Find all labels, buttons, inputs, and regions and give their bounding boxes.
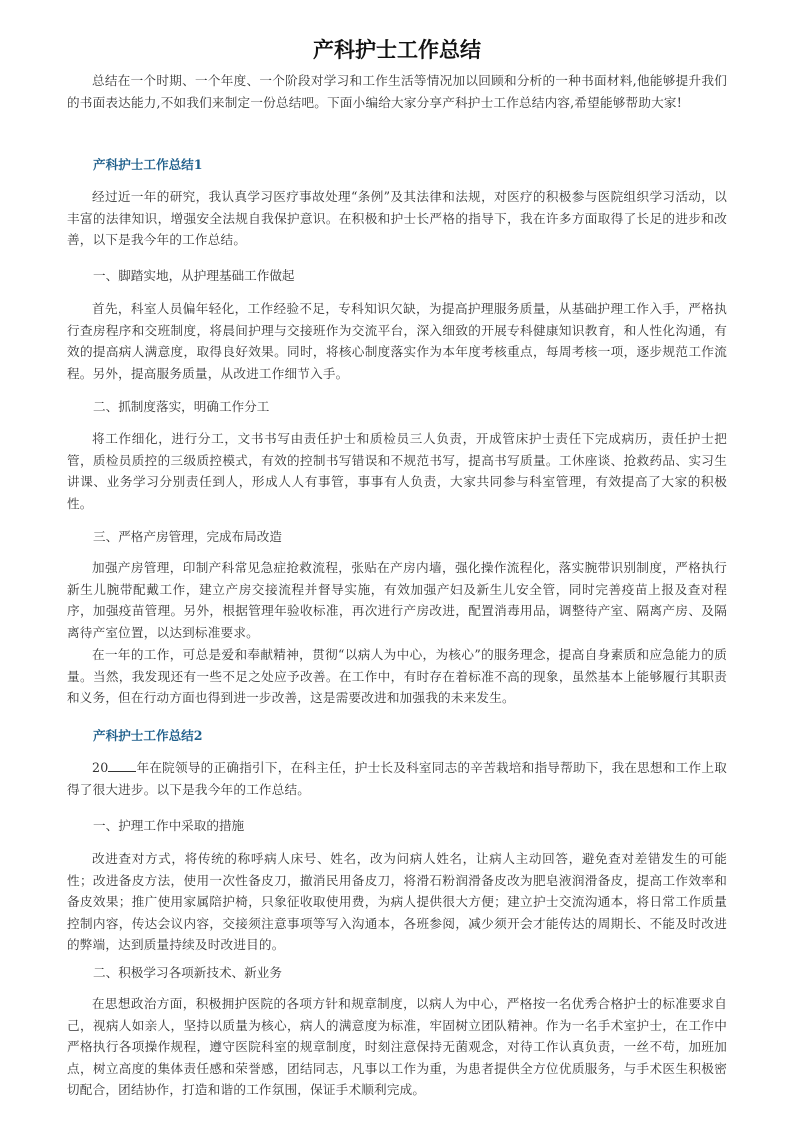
section2-paragraph-3: 在思想政治方面，积极拥护医院的各项方针和规章制度，以病人为中心，严格按一名优秀合格护士的标准要求自己，视病人如亲人，坚持以质量为核心，病人的满意度为标准，牢固树立团队精神。作为一名手术室护士，在工作中严格执行各项操作规程，遵守医院科室的规章制度，时刻注意保持无菌观念，对待工作认真负责，一丝不苟，加班加点，树立高度的集体责任感和荣誉感，团结同志，凡事以工作为重，为患者提供全方位优质服务，与手术医生积极密切配合，团结协作，打造和谐的工作氛围，保证手术顺利完成。 [67, 996, 727, 1097]
section1-paragraph-5: 在一年的工作，可总是爱和奉献精神，贯彻“以病人为中心，为核心”的服务理念，提高自身素质和应急能力的质量。当然，我发现还有一些不足之处应予改善。在工作中，有时存在着标准不高的现象，虽然基本上能够履行其职责和义务，但在行动方面也得到进一步改善，这是需要改进和加强我的未来发生。 [67, 647, 727, 705]
section1-subheading-3: 三、严格产房管理，完成布局改造 [93, 529, 282, 544]
section2-paragraph-1 [67, 757, 727, 800]
section1-paragraph-1: 经过近一年的研究，我认真学习医疗事故处理“条例”及其法律和法规，对医疗的积极参与医院组织学习活动，以丰富的法律知识，增强安全法规自我保护意识。在积极和护士长严格的指导下，我在许多方面取得了长足的进步和改善，以下是我今年的工作总结。 [67, 189, 727, 247]
section1-subheading-2: 二、抓制度落实，明确工作分工 [93, 399, 270, 414]
section1-heading: 产科护士工作总结1 [93, 157, 203, 172]
section1-paragraph-2: 首先，科室人员偏年轻化，工作经验不足，专科知识欠缺，为提高护理服务质量，从基础护理工作入手，严格执行查房程序和交班制度，将晨间护理与交接班作为交流平台，深入细致的开展专科健康知识教育，和人性化沟通，有效的提高病人满意度，取得良好效果。同时，将核心制度落实作为本年度考核重点，每周考核一项，逐步规范工作流程。另外，提高服务质量，从改进工作细节入手。 [67, 301, 727, 381]
section2-paragraph-1-text: 年在院领导的正确指引下，在科主任，护士长及科室同志的辛苦栽培和指导帮助下，我在思想和工作上取得了很大进步。以下是我今年的工作总结。 [67, 760, 727, 797]
section1-paragraph-4: 加强产房管理，印制产科常见急症抢救流程，张贴在产房内墙，强化操作流程化，落实腕带识别制度，严格执行新生儿腕带配戴工作，建立产房交接流程并督导实施，有效加强产妇及新生儿安全管，同时完善疫苗上报及查对程序，加强疫苗管理。另外，根据管理年验收标准，再次进行产房改进，配置消毒用品，调整待产室、隔离产房、及隔离待产室位置，以达到标准要求。 [67, 560, 727, 640]
section2-paragraph-2: 改进查对方式，将传统的称呼病人床号、姓名，改为问病人姓名，让病人主动回答，避免查对差错发生的可能性；改进备皮方法，使用一次性备皮刀，撤消民用备皮刀，将滑石粉润滑备皮改为肥皂液润滑备皮，提高工作效率和备皮效果；推广使用家属陪护椅，只象征收取使用费，为病人提供很大方便；建立护士交流沟通本，将日常工作质量控制内容，传达会议内容，交接须注意事项等写入沟通本，各班参阅，减少须开会才能传达的周期长、不能及时改进的弊端，达到质量持续及时改进目的。 [67, 851, 727, 952]
section2-subheading-1: 一、护理工作中采取的措施 [93, 818, 245, 833]
section1-paragraph-3: 将工作细化，进行分工，文书书写由责任护士和质检员三人负责，开成管床护士责任下完成病历，责任护士把管，质检员质控的三级质控模式，有效的控制书写错误和不规范书写，提高书写质量。工休座谈、抢救药品、实习生讲课、业务学习分别责任到人，形成人人有事管，事事有人负责，大家共同参与科室管理，有效提高了大家的积极性。 [67, 431, 727, 511]
year-blank [108, 759, 136, 772]
intro-paragraph: 总结在一个时期、一个年度、一个阶段对学习和工作生活等情况加以回顾和分析的一种书面材料,他能够提升我们的书面表达能力,不如我们来制定一份总结吧。下面小编给大家分享产科护士工作总结内容,希望能够帮助大家! [67, 73, 727, 110]
section2-heading: 产科护士工作总结2 [93, 728, 203, 743]
section1-subheading-1: 一、脚踏实地，从护理基础工作做起 [93, 268, 295, 283]
section2-subheading-2: 二、积极学习各项新技术、新业务 [93, 965, 282, 980]
year-prefix: 20 [92, 760, 109, 775]
document-title: 产科护士工作总结 [313, 38, 481, 62]
